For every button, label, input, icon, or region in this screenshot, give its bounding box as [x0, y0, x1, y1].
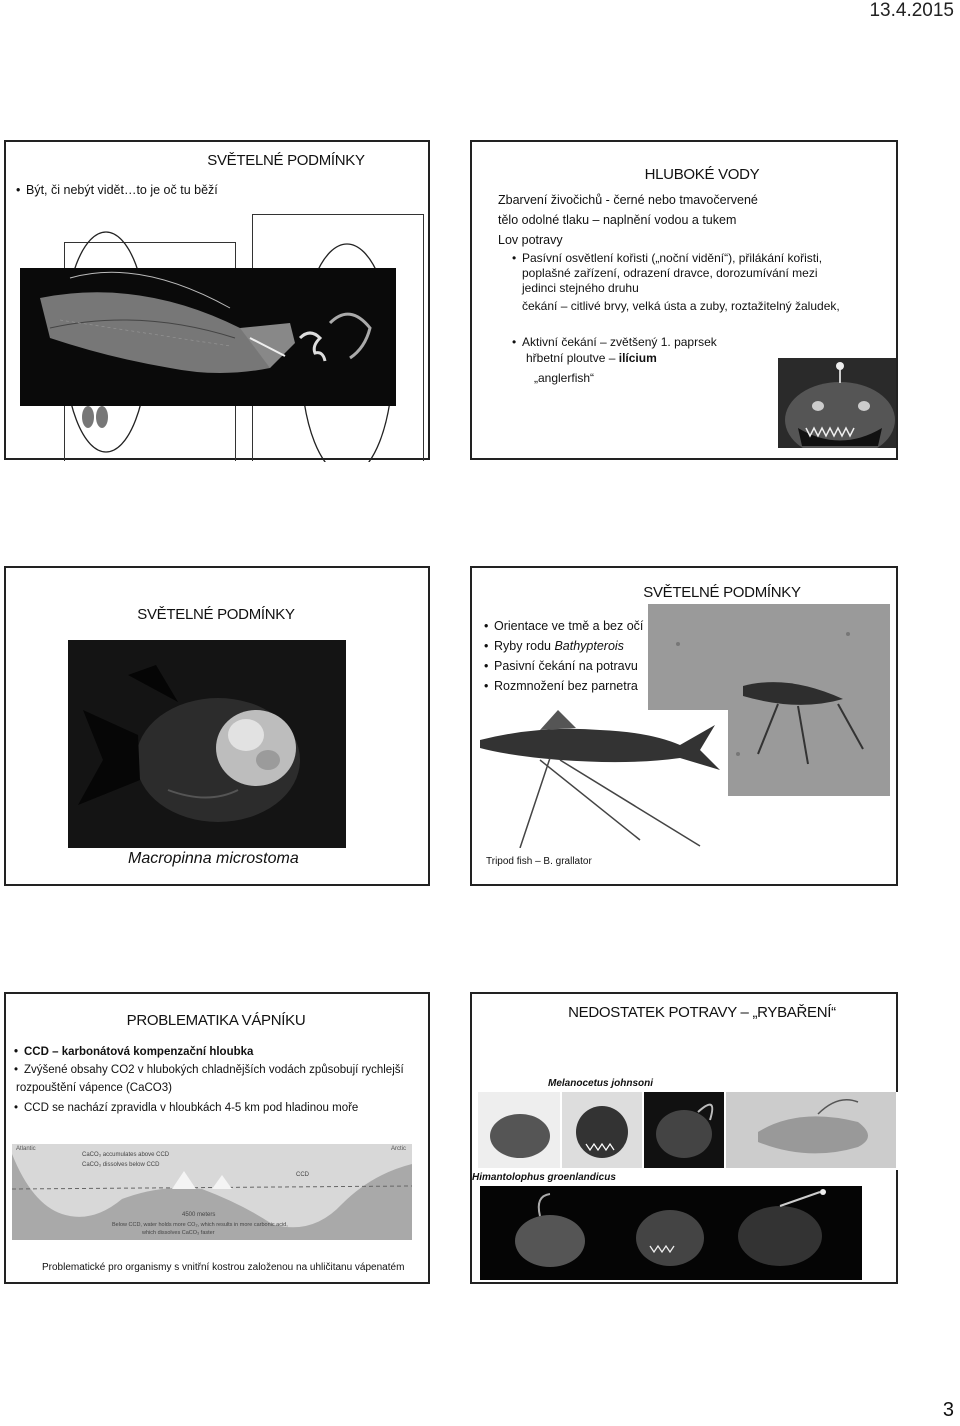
diagram-label-5: Below CCD, water holds more CO₂, which results in more carbonic acid, — [112, 1222, 288, 1228]
anglerfish-photo — [778, 358, 896, 448]
bullet-2 — [494, 638, 624, 654]
bullet-co2: • Zvýšené obsahy CO2 v hlubokých chladnějších vodách způsobují rychlejší — [24, 1062, 404, 1078]
bullet-depth: • CCD se nachází zpravidla v hloubkách 4-5 km pod hladinou moře — [24, 1100, 358, 1116]
diagram-label-4: 4500 meters — [182, 1212, 216, 1218]
bullet-3: • Pasivní čekání na potravu — [494, 658, 638, 674]
species-caption: Macropinna microstoma — [128, 850, 299, 867]
bullet-2-text: Ryby rodu — [494, 639, 555, 653]
date-label: 13.4.2015 — [869, 0, 954, 21]
bullet-4: • Rozmnožení bez parnetra — [494, 678, 638, 694]
slide-title: PROBLEMATIKA VÁPNÍKU — [126, 1012, 306, 1029]
species-label-2: Himantolophus groenlandicus — [472, 1172, 616, 1183]
active-line — [526, 350, 657, 366]
tripod-fish-photo — [480, 710, 728, 848]
diagram-label-6: which dissolves CaCO₃ faster — [142, 1230, 215, 1236]
barreleye-photo — [68, 640, 346, 848]
slide-1 — [4, 140, 430, 460]
slide-footer-note: Problematické pro organismy s vnitřní kostrou založenou na uhličitanu vápenatém — [42, 1262, 405, 1273]
slide-bullet: • Být, či nebýt vidět…to je oč tu běží — [26, 182, 218, 198]
slide-3 — [4, 566, 430, 886]
barreleye-drawing — [68, 640, 346, 848]
page-number: 3 — [942, 1399, 954, 1421]
tripod-fish-drawing — [480, 710, 728, 848]
himantolophus-photo-strip — [480, 1186, 862, 1280]
slide-5 — [4, 992, 430, 1284]
sub-bullet-cont-2: jedinci stejného druhu — [522, 281, 639, 295]
diagram-label-3: CCD — [296, 1172, 309, 1178]
slide-2 — [470, 140, 898, 460]
bullet-ccd: • CCD – karbonátová kompenzační hloubka — [24, 1044, 253, 1060]
bullet-1: • Orientace ve tmě a bez očí — [494, 618, 643, 634]
text-line-3: Lov potravy — [498, 233, 563, 247]
waiting-line: čekání – citlivé brvy, velká ústa a zuby, roztažitelný žaludek, — [522, 299, 840, 313]
ccd-diagram — [12, 1144, 412, 1240]
tripod-caption: Tripod fish – B. grallator — [486, 856, 592, 867]
slide-title: SVĚTELNÉ PODMÍNKY — [207, 152, 365, 169]
himantolophus-drawing — [480, 1186, 862, 1280]
sub-bullet-cont-1: poplašné zařízení, odrazení dravce, dorozumívání mezi — [522, 266, 818, 280]
text-line-2: tělo odolné tlaku – naplnění vodou a tukem — [498, 213, 737, 227]
slide-4 — [470, 566, 898, 886]
diagram-label-right: Arctic — [391, 1146, 406, 1152]
diagram-label-2: CaCO₃ dissolves below CCD — [82, 1162, 160, 1168]
slide-title: SVĚTELNÉ PODMÍNKY — [137, 606, 295, 623]
genus-name: Bathypterois — [554, 639, 624, 653]
slide-title: NEDOSTATEK POTRAVY – „RYBAŘENÍ“ — [568, 1004, 836, 1021]
species-label-1: Melanocetus johnsoni — [548, 1078, 654, 1089]
active-bullet: • Aktivní čekání – zvětšený 1. paprsek — [522, 334, 717, 350]
slide-title: HLUBOKÉ VODY — [644, 166, 760, 183]
dragonfish-photo — [20, 268, 396, 406]
anglerfish-label: „anglerfish“ — [534, 371, 595, 385]
active-line-text: hřbetní ploutve – — [526, 351, 619, 365]
dragonfish-drawing — [20, 268, 396, 406]
melanocetus-photo-strip — [478, 1092, 898, 1170]
sub-bullet: • Pasívní osvětlení kořisti („noční vidění“), přilákání kořisti, — [522, 250, 822, 266]
melanocetus-drawing — [478, 1092, 898, 1170]
ilicium-term: ilícium — [618, 351, 657, 365]
diagram-label-left: Atlantic — [16, 1146, 36, 1152]
diagram-label-1: CaCO₃ accumulates above CCD — [82, 1152, 170, 1158]
anglerfish-drawing — [778, 358, 896, 448]
bullet-co2-cont: rozpouštění vápence (CaCO3) — [16, 1082, 172, 1094]
slide-title: SVĚTELNÉ PODMÍNKY — [643, 584, 801, 601]
slide-6 — [470, 992, 898, 1284]
text-line-1: Zbarvení živočichů - černé nebo tmavočervené — [498, 193, 758, 207]
